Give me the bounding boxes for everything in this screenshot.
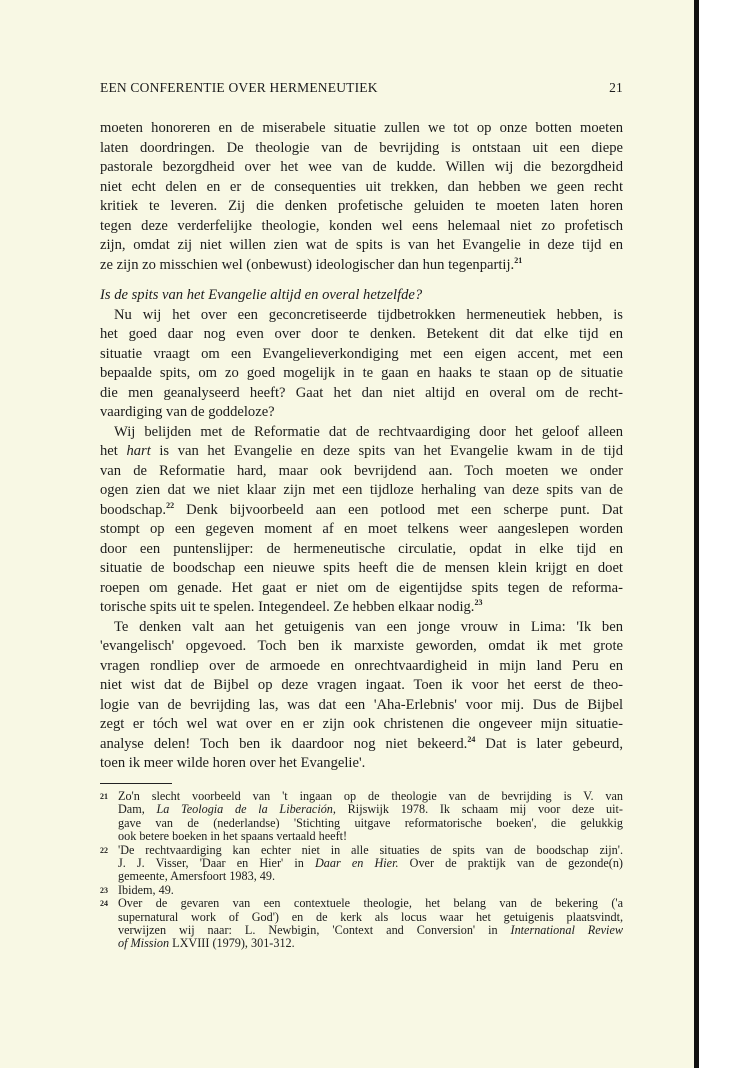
footnote-line [118,911,623,924]
text-line [100,462,623,482]
text-line [100,384,623,404]
text-segment: Dat is later gebeurd, [475,735,623,752]
text-line [100,676,623,696]
text-segment: stompt op een gegeven moment af en moet telkens weer aangeslepen worden [100,521,623,537]
text-line [100,236,623,256]
text-segment: Zo'n slecht voorbeeld van 't ingaan op de theologie van de bevrijding is V. van [118,789,623,803]
footnote [100,844,623,884]
italic-text: La Teologia de la Liberación, [156,802,336,817]
footnote-line [118,803,623,816]
text-segment: Dam, [118,802,157,817]
text-segment: tegen deze verderfelijke theologie, konden wel eens helemaal niet zo profetisch [100,217,623,234]
text-line [100,442,623,462]
text-segment: Nu wij het over een geconcretiseerde tijdbetrokken hermeneutiek hebben, is [114,306,623,323]
text-segment: verwijzen wij naar: L. Newbigin, 'Context and Conversion' in [118,922,511,937]
text-segment: Is de spits van het Evangelie altijd en overal hetzelfde? [100,287,423,303]
text-segment: gemeente, Amersfoort 1983, 49. [118,869,276,884]
italic-text: of Mission [118,936,170,951]
footnote-line [118,924,623,937]
body-text [100,119,623,774]
italic-text: Daar en Hier. [314,855,399,870]
text-line [100,256,623,276]
text-segment: gave van de (nederlandse) 'Stichting uitgave reformatorische boeken', die gelukkig [118,815,623,830]
text-segment: bepaalde spits, om zo goed mogelijk in te gaan en haaks te staan op de situatie [100,365,623,381]
text-segment: het goed daar nog even over door te denken. Betekent dit dat elke tijd en [100,326,623,342]
text-segment: toen ik meer wilde horen over het Evangelie'. [100,755,366,771]
text-line [100,579,623,599]
text-segment: situatie de boodschap een nieuwe spits heeft die de mensen klein krijgt en doet [100,560,623,576]
text-line [100,197,623,217]
text-segment: moeten honoreren en de miserabele situatie zullen we tot op onze botten moeten [100,120,623,136]
text-segment: ze zijn zo misschien wel (onbewust) ideologischer dan hun tegenpartij. [100,256,515,273]
footnote-number: 24 [100,899,108,909]
text-segment: 'De rechtvaardiging kan echter niet in alle situaties de spits van de boodschap zijn'. [118,842,623,857]
footnote-ref: 22 [166,500,175,510]
footnote-divider [100,783,172,784]
text-line [100,637,623,657]
text-line [100,559,623,579]
text-line [100,403,623,423]
text-line [100,158,623,178]
text-line [100,754,623,774]
footnote-line [118,790,623,803]
running-head-title: EEN CONFERENTIE OVER HERMENEUTIEK [100,80,378,95]
text-segment: vaardiging van de goddeloze? [100,404,275,420]
text-segment: van de Reformatie hard, maar ook bevrijdend aan. Toch moeten we onder [100,462,623,479]
text-segment: roepen om genade. Het gaat er niet om de eigentijdse spits tegen de reforma- [100,579,623,596]
italic-text: hart [126,443,151,459]
text-segment: ook betere boeken in het spaans vertaald heeft! [118,829,348,844]
text-segment: het [100,443,127,459]
footnote-number: 23 [100,885,108,895]
text-line [100,735,623,755]
text-line [100,364,623,384]
footnote [100,897,623,951]
footnotes [100,790,623,951]
text-segment: boodschap. [100,501,167,518]
text-segment: Over de praktijk van de gezonde(n) [398,855,623,870]
text-line [100,481,623,501]
text-segment: analyse delen! Toch ben ik daardoor nog niet bekeerd. [100,735,468,752]
text-segment: is van het Evangelie en deze spits van het Evangelie kwam in de tijd [150,443,623,459]
text-line [100,520,623,540]
text-line [100,657,623,677]
text-line [100,306,623,326]
text-segment: LXVIII (1979), 301-312. [169,936,295,951]
footnote-line [118,897,623,910]
text-line [100,139,623,159]
text-segment: Rijswijk 1978. Ik schaam mij voor deze uit- [335,802,623,817]
text-line [100,119,623,139]
text-line [100,325,623,345]
text-segment: niet echt delen en er de consequenties uit trekken, dan hebben we geen recht [100,178,623,195]
text-segment: niet wist dat de Bijbel op deze vragen ingaat. Toen ik voor het eerst de theo- [100,677,623,693]
running-head [100,80,623,96]
footnote [100,884,623,897]
text-segment: logie van de bevrijding las, was dat een 'Aha-Erlebnis' voor mij. Dus de Bijbel [100,696,623,713]
text-segment: situatie vraagt om een Evangelieverkondiging met een eigen accent, met een [100,345,623,362]
text-segment: 'evangelisch' opgevoed. Toch ben ik marxiste geworden, omdat ik met grote [100,638,623,654]
footnote [100,790,623,844]
text-segment: Over de gevaren van een contextuele theologie, het belang van de bekering ('a [118,896,623,911]
text-segment: Denk bijvoorbeeld aan een potlood met een scherpe punt. Dat [174,501,623,518]
text-line [100,217,623,237]
text-segment: J. J. Visser, 'Daar en Hier' in [118,855,315,870]
text-segment: zegt er tóch wel wat over en er zijn ook christenen die ongeveer mijn situatie- [100,716,623,732]
text-segment: vragen rondliep over de armoede en onrechtvaardigheid in mijn land Peru en [100,657,623,674]
footnote-ref: 23 [474,598,483,607]
text-line [100,540,623,560]
text-segment: kritiek te leveren. Zij die denken profetische geluiden te moeten laten horen [100,198,623,214]
page-number: 21 [609,80,623,95]
text-segment: zijn, omdat zij niet willen zien wat de spits is van het Evangelie in deze tijd en [100,237,623,253]
footnote-line [118,884,623,897]
text-line [100,178,623,198]
text-line [100,423,623,443]
text-segment: ogen zien dat we niet klaar zijn met een tijdloze herhaling van deze spits van de [100,482,623,498]
text-segment: pastorale bezorgdheid over het wee van de kudde. Willen wij die bezorgdheid [100,159,623,175]
text-line [100,618,623,638]
text-line [100,345,623,365]
section-heading [100,286,623,306]
text-line [100,598,623,618]
italic-text: International Review [510,922,623,937]
text-line [100,501,623,521]
footnote-line [118,817,623,830]
footnote-number: 22 [100,845,108,855]
footnote-line [118,857,623,870]
text-segment: laten doordringen. De theologie van de bevrijding is ontstaan uit een diepe [100,139,623,156]
footnote-line [118,870,623,883]
scan-edge-border [694,0,699,1068]
text-segment: supernatural work of God') en de kerk als locus waar het getuigenis plaatsvindt, [118,909,623,924]
footnote-line [118,844,623,857]
footnote-line [118,830,623,843]
text-line [100,696,623,716]
text-segment: torische spits uit te spelen. Integendeel. Ze hebben elkaar nodig. [100,599,475,615]
text-segment: die men geanalyseerd heeft? Gaat het dan niet altijd en overal om de recht- [100,384,623,401]
text-segment: Te denken valt aan het getuigenis van een jonge vrouw in Lima: 'Ik ben [114,618,623,635]
text-segment: Wij belijden met de Reformatie dat de rechtvaardiging door het geloof alleen [114,423,623,440]
text-segment: door een puntenslijper: de hermeneutische circulatie, opdat in elke tijd en [100,540,623,557]
text-line [100,715,623,735]
footnote-number: 21 [100,792,108,801]
footnote-ref: 24 [467,734,476,744]
footnote-line [118,937,623,950]
text-segment: Ibidem, 49. [118,882,174,897]
footnote-ref: 21 [514,255,523,265]
